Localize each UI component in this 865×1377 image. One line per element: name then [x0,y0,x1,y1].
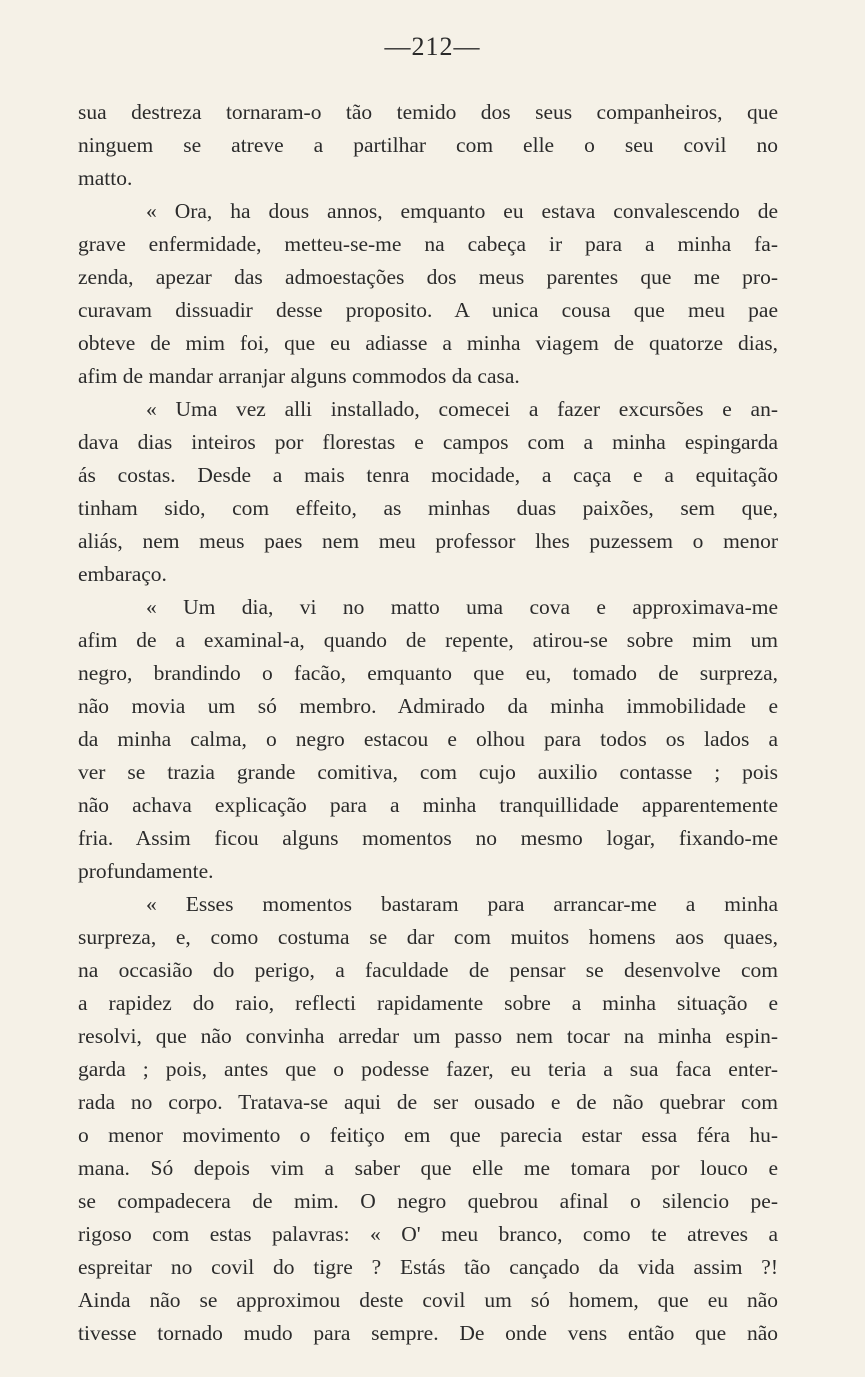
text-line: sua destreza tornaram-o tão temido dos seus companheiros, que [78,100,778,124]
text-line: na occasião do perigo, a faculdade de pensar se desenvolve com [78,958,778,982]
body-text [78,96,778,1350]
text-line: « Esses momentos bastaram para arrancar-me a minha [146,892,778,916]
text-line: surpreza, e, como costuma se dar com muitos homens aos quaes, [78,925,778,949]
text-line: fria. Assim ficou alguns momentos no mesmo logar, fixando-me [78,826,778,850]
text-line: tinham sido, com effeito, as minhas duas paixões, sem que, [78,496,778,520]
text-line: grave enfermidade, metteu-se-me na cabeça ir para a minha fa- [78,232,778,256]
text-line: não movia um só membro. Admirado da minha immobilidade e [78,694,778,718]
page-number: —212— [384,32,481,61]
paragraph [78,393,778,591]
text-line: ninguem se atreve a partilhar com elle o seu covil no [78,133,778,157]
paragraph [78,195,778,393]
text-line: Ainda não se approximou deste covil um só homem, que eu não [78,1288,778,1312]
text-line: afim de a examinal-a, quando de repente, atirou-se sobre mim um [78,628,778,652]
text-line: a rapidez do raio, reflecti rapidamente sobre a minha situação e [78,991,778,1015]
text-line: « Um dia, vi no matto uma cova e approximava-me [146,595,778,619]
text-line: espreitar no covil do tigre ? Estás tão cançado da vida assim ?! [78,1255,778,1279]
text-line: rigoso com estas palavras: « O' meu branco, como te atreves a [78,1222,778,1246]
text-line: rada no corpo. Tratava-se aqui de ser ousado e de não quebrar com [78,1090,778,1114]
text-line: profundamente. [78,859,214,883]
text-line: obteve de mim foi, que eu adiasse a minha viagem de quatorze dias, [78,331,778,355]
text-line: curavam dissuadir desse proposito. A unica cousa que meu pae [78,298,778,322]
text-line: não achava explicação para a minha tranquillidade apparentemente [78,793,778,817]
text-line: da minha calma, o negro estacou e olhou para todos os lados a [78,727,778,751]
text-line: resolvi, que não convinha arredar um passo nem tocar na minha espin- [78,1024,778,1048]
text-line: garda ; pois, antes que o podesse fazer, eu teria a sua faca enter- [78,1057,778,1081]
text-line: o menor movimento o feitiço em que parecia estar essa féra hu- [78,1123,778,1147]
text-line: « Uma vez alli installado, comecei a fazer excursões e an- [146,397,778,421]
text-line: tivesse tornado mudo para sempre. De onde vens então que não [78,1321,778,1345]
text-line: ver se trazia grande comitiva, com cujo auxilio contasse ; pois [78,760,778,784]
text-line: se compadecera de mim. O negro quebrou afinal o silencio pe- [78,1189,778,1213]
text-line: negro, brandindo o facão, emquanto que eu, tomado de surpreza, [78,661,778,685]
text-line: dava dias inteiros por florestas e campos com a minha espingarda [78,430,778,454]
text-line: matto. [78,166,133,190]
paragraph [78,888,778,1350]
text-line: afim de mandar arranjar alguns commodos da casa. [78,364,520,388]
paragraph [78,96,778,195]
text-line: zenda, apezar das admoestações dos meus parentes que me pro- [78,265,778,289]
text-line: « Ora, ha dous annos, emquanto eu estava convalescendo de [146,199,778,223]
text-line: aliás, nem meus paes nem meu professor lhes puzessem o menor [78,529,778,553]
text-line: ás costas. Desde a mais tenra mocidade, a caça e a equitação [78,463,778,487]
text-line: mana. Só depois vim a saber que elle me tomara por louco e [78,1156,778,1180]
text-line: embaraço. [78,562,167,586]
paragraph [78,591,778,888]
